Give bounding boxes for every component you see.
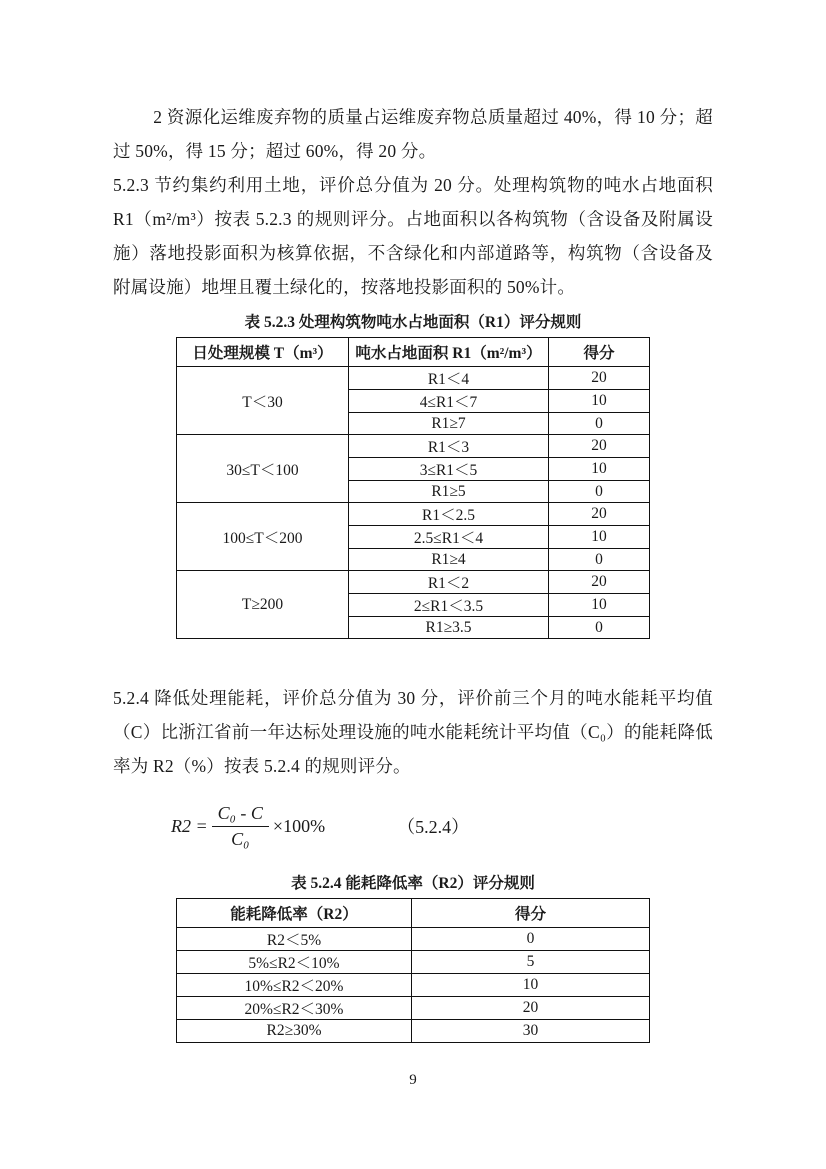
spacer: [113, 639, 713, 681]
table-row: [177, 503, 650, 526]
cell-score: 10: [549, 594, 650, 617]
cell-scale-group: 30≤T＜100: [177, 435, 349, 503]
cell-score: 0: [549, 413, 650, 435]
table-row: [177, 571, 650, 594]
cell-condition: R1≥7: [349, 413, 549, 435]
cell-condition: 5%≤R2＜10%: [177, 951, 412, 974]
cell-score: 0: [549, 481, 650, 503]
table-row: [177, 367, 650, 390]
table-row: [177, 435, 650, 458]
table-row: [177, 899, 650, 928]
cell-condition: 3≤R1＜5: [349, 458, 549, 481]
cell-condition: R1＜2.5: [349, 503, 549, 526]
table-524: [176, 898, 650, 1043]
table-524-caption: 表 5.2.4 能耗降低率（R2）评分规则: [291, 875, 535, 892]
paragraph-clause-523: 5.2.3 节约集约利用土地，评价总分值为 20 分。处理构筑物的吨水占地面积 R1（m²/m³）按表 5.2.3 的规则评分。占地面积以各构筑物（含设备及附属设施）落地投影面积为核算依据，不含绿化和内部道路等，构筑物（含设备及附属设施）地埋且覆土绿化的，按落地投影面积的 50%计。: [113, 175, 713, 297]
table-row: [177, 974, 650, 997]
formula-numerator: C₀ - C: [212, 803, 269, 827]
cell-condition: R1＜2: [349, 571, 549, 594]
formula-524: [171, 797, 713, 855]
cell-score: 5: [412, 951, 650, 974]
paragraph-resource-recycling: 2 资源化运维废弃物的质量占运维废弃物总质量超过 40%，得 10 分；超过 50%，得 15 分；超过 60%，得 20 分。: [113, 107, 713, 161]
cell-score: 20: [549, 367, 650, 390]
cell-condition: 2≤R1＜3.5: [349, 594, 549, 617]
cell-score: 0: [549, 549, 650, 571]
cell-scale-group: T≥200: [177, 571, 349, 639]
cell-score: 20: [412, 997, 650, 1020]
cell-condition: 10%≤R2＜20%: [177, 974, 412, 997]
formula-suffix: ×100%: [272, 815, 326, 836]
table-row: [177, 338, 650, 367]
table-row: [177, 1020, 650, 1043]
cell-score: 10: [549, 390, 650, 413]
formula-lhs: R2 =: [171, 815, 208, 836]
cell-condition: 20%≤R2＜30%: [177, 997, 412, 1020]
table-row: [177, 951, 650, 974]
column-header-area: 吨水占地面积 R1（m²/m³）: [349, 338, 549, 367]
column-header-score: 得分: [549, 338, 650, 367]
cell-score: 0: [549, 617, 650, 639]
cell-score: 20: [549, 503, 650, 526]
column-header-score: 得分: [412, 899, 650, 928]
table-523: [176, 337, 650, 639]
page-number: 9: [409, 1072, 417, 1088]
column-header-reduction-rate: 能耗降低率（R2）: [177, 899, 412, 928]
cell-score: 10: [549, 526, 650, 549]
table-523-caption: 表 5.2.3 处理构筑物吨水占地面积（R1）评分规则: [244, 314, 582, 331]
cell-score: 20: [549, 571, 650, 594]
cell-score: 10: [412, 974, 650, 997]
cell-score: 0: [412, 928, 650, 951]
cell-condition: R1＜4: [349, 367, 549, 390]
cell-condition: 4≤R1＜7: [349, 390, 549, 413]
cell-condition: R1＜3: [349, 435, 549, 458]
column-header-scale: 日处理规模 T（m³）: [177, 338, 349, 367]
cell-condition: R1≥4: [349, 549, 549, 571]
cell-score: 30: [412, 1020, 650, 1043]
cell-condition: R1≥5: [349, 481, 549, 503]
cell-condition: 2.5≤R1＜4: [349, 526, 549, 549]
cell-score: 20: [549, 435, 650, 458]
table-row: [177, 997, 650, 1020]
cell-condition: R1≥3.5: [349, 617, 549, 639]
formula-fraction: [212, 803, 269, 850]
cell-condition: R2＜5%: [177, 928, 412, 951]
cell-condition: R2≥30%: [177, 1020, 412, 1043]
table-row: [177, 928, 650, 951]
cell-scale-group: T＜30: [177, 367, 349, 435]
cell-scale-group: 100≤T＜200: [177, 503, 349, 571]
cell-score: 10: [549, 458, 650, 481]
formula-denominator: C₀: [231, 828, 250, 849]
paragraph-clause-524: 5.2.4 降低处理能耗，评价总分值为 30 分，评价前三个月的吨水能耗平均值（C）比浙江省前一年达标处理设施的吨水能耗统计平均值（C₀）的能耗降低率为 R2（%）按表 5.2.4 的规则评分。: [113, 688, 713, 776]
formula-equation-number: （5.2.4）: [397, 817, 470, 837]
